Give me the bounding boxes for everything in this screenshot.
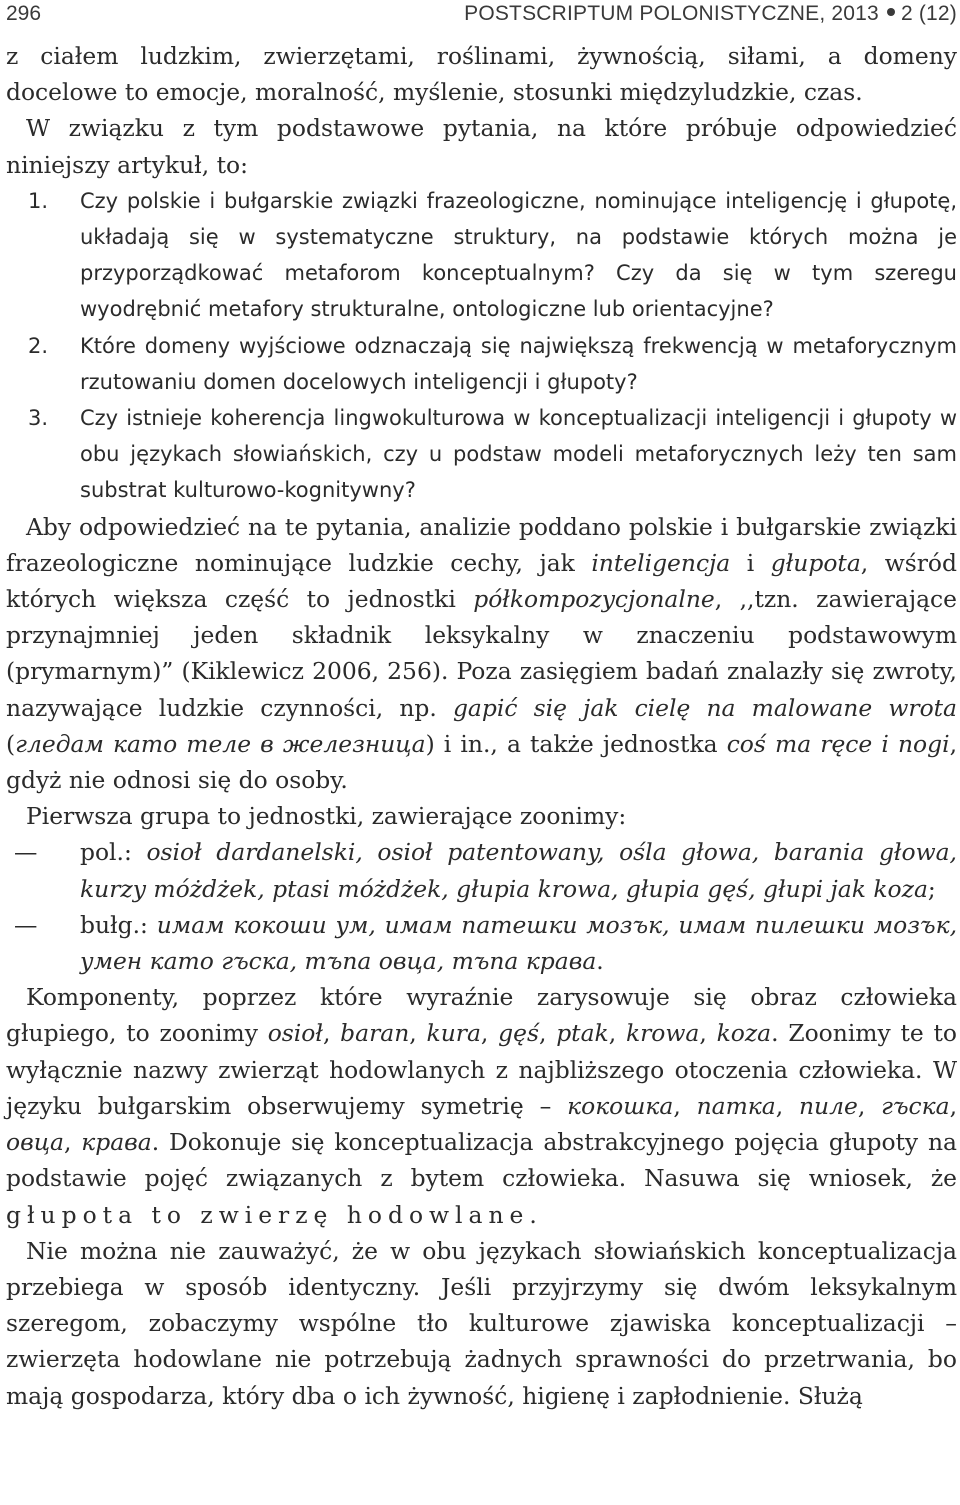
text-run: i — [730, 548, 771, 577]
italic-term: гледам като теле в железница — [15, 729, 426, 758]
question-text: Czy istnieje koherencja lingwokulturowa w konceptualizacji inteligencji i głupoty w obu językach słowiańskich, czy u podstaw modeli metaforycznych leży ten sam substrat kulturowo-kognitywny? — [80, 406, 957, 503]
text-run: ; — [927, 874, 936, 903]
question-number: 1. — [28, 188, 49, 213]
italic-term: kura — [426, 1019, 481, 1048]
text-run: . Dokonuje się konceptualizacja abstrakcyjnego pojęcia głupoty na podstawie pojęć związanych z bytem człowieka. Nasuwa się wniosek, że — [6, 1128, 957, 1193]
text-run: , — [608, 1019, 626, 1048]
text-run: , gdyż nie odnosi się do osoby. — [6, 729, 957, 795]
journal-title: POSTSCRIPTUM POLONISTYCZNE, 2013 — [464, 2, 879, 25]
italic-term: koza — [716, 1019, 772, 1048]
text-run: , — [63, 1128, 82, 1157]
text-run: , — [409, 1019, 427, 1048]
text-run: Komponenty, poprzez które wyraźnie zarysowuje się obraz człowieka głupiego, to zoonimy — [6, 983, 957, 1048]
italic-term: имам кокоши ум, имам патешки мозък, имам пилешки мозък, умен като гъска, тъпа овца, тъпа крава — [80, 910, 957, 976]
zoonym-item-bulgarian — [14, 907, 957, 979]
italic-term: osioł — [267, 1019, 323, 1048]
research-questions — [6, 183, 957, 509]
text-run: ( — [6, 729, 16, 758]
question-number: 3. — [28, 406, 49, 431]
italic-term: гъска — [881, 1091, 950, 1120]
paragraph-3 — [6, 509, 957, 799]
text-run: , — [673, 1091, 697, 1120]
text-run: , — [699, 1019, 717, 1048]
text-run: , — [857, 1091, 882, 1120]
paragraph-5 — [6, 979, 957, 1232]
question-text: Które domeny wyjściowe odznaczają się największą frekwencją w metaforycznym rzutowaniu domen docelowych inteligencji i głupoty? — [80, 333, 957, 394]
paragraph-2: W związku z tym podstawowe pytania, na które próbuje odpowiedzieć niniejszy artykuł, to: — [6, 114, 957, 179]
running-header — [464, 2, 957, 26]
paragraph-4: Pierwsza grupa to jednostki, zawierające zoonimy: — [26, 802, 627, 831]
italic-term: кокошка — [567, 1091, 674, 1120]
language-label: pol.: — [80, 838, 132, 867]
spaced-emphasis: głupota to zwierzę hodowlane. — [6, 1200, 543, 1229]
text-run: , — [949, 1091, 958, 1120]
text-run: , ,,tzn. zawierające przynajmniej jeden składnik leksykalny w znaczeniu podstawowym (prymarnym)” (Kiklewicz 2006, 256). Poza zasięgiem badań znalazły się zwroty, nazywające ludzkie czynności, np. — [6, 585, 957, 722]
question-item — [28, 183, 957, 328]
zoonym-item-polish — [14, 834, 957, 906]
italic-term: овца — [6, 1128, 64, 1157]
question-text: Czy polskie i bułgarskie związki frazeologiczne, nominujące inteligencję i głupotę, układają się w systematyczne struktury, na podstawie których można je przyporządkować metaforom konceptualnym? Czy da się w tym szeregu wyodrębnić metafory strukturalne, ontologiczne lub orientacyjne? — [80, 188, 957, 322]
italic-term: gęś — [498, 1019, 539, 1048]
italic-term: krowa — [625, 1019, 700, 1048]
italic-term: półkompozycjonalne — [473, 585, 715, 614]
italic-term: coś ma ręce i nogi — [726, 729, 950, 758]
issue-number: 2 (12) — [900, 2, 957, 25]
dash-bullet-icon: — — [14, 838, 38, 867]
italic-term: inteligencja — [591, 548, 731, 577]
language-label: bułg.: — [80, 910, 148, 939]
article-body — [6, 38, 957, 1414]
text-run: , — [480, 1019, 499, 1048]
paragraph-1: z ciałem ludzkim, zwierzętami, roślinami, żywnością, siłami, a domeny docelowe to emocje, moralność, myślenie, stosunki międzyludzkie, czas. — [6, 42, 957, 107]
italic-term: głupota — [770, 548, 861, 577]
text-run: , — [538, 1019, 557, 1048]
bullet-separator-icon — [887, 8, 895, 16]
text-run: , — [775, 1091, 799, 1120]
text-run: . — [596, 947, 604, 976]
text-run: . Zoonimy te to wyłącznie nazwy zwierząt hodowlanych z najbliższego otoczenia człowieka. W języku bułgarskim obserwujemy symetrię – — [6, 1019, 958, 1120]
page-number: 296 — [6, 2, 42, 25]
italic-term: патка — [696, 1091, 776, 1120]
italic-term: gapić się jak cielę na malowane wrota — [452, 693, 957, 722]
zoonym-list — [6, 834, 957, 979]
text-run: , — [322, 1019, 341, 1048]
dash-bullet-icon: — — [14, 910, 38, 939]
paragraph-6: Nie można nie zauważyć, że w obu językach słowiańskich konceptualizacja przebiega w sposób identyczny. Jeśli przyjrzymy się dwóm leksykalnym szeregom, zobaczymy wspólne tło kulturowe zjawiska konceptualizacji – zwierzęta hodowlane nie potrzebują żadnych sprawności do przetrwania, bo mają gospodarza, który dba o ich żywność, higienę i zapłodnienie. Służą — [6, 1236, 957, 1410]
question-number: 2. — [28, 333, 49, 358]
question-item — [28, 400, 957, 509]
text-run: ) i in., a także jednostka — [425, 729, 727, 758]
italic-term: baran — [340, 1019, 410, 1048]
italic-term: крава — [81, 1128, 152, 1157]
page-header — [6, 0, 957, 32]
italic-term: пиле — [798, 1091, 858, 1120]
italic-term: ptak — [556, 1019, 609, 1048]
question-item — [28, 328, 957, 400]
italic-term: osioł dardanelski, osioł patentowany, ośla głowa, barania głowa, kurzy móżdżek, ptasi móżdżek, głupia krowa, głupia gęś, głupi jak koza — [80, 838, 957, 903]
text-run: Aby odpowiedzieć na te pytania, analizie poddano polskie i bułgarskie związki frazeologiczne nominujące ludzkie cechy, jak — [6, 512, 957, 577]
text-run: , wśród których większa część to jednostki — [6, 548, 957, 614]
